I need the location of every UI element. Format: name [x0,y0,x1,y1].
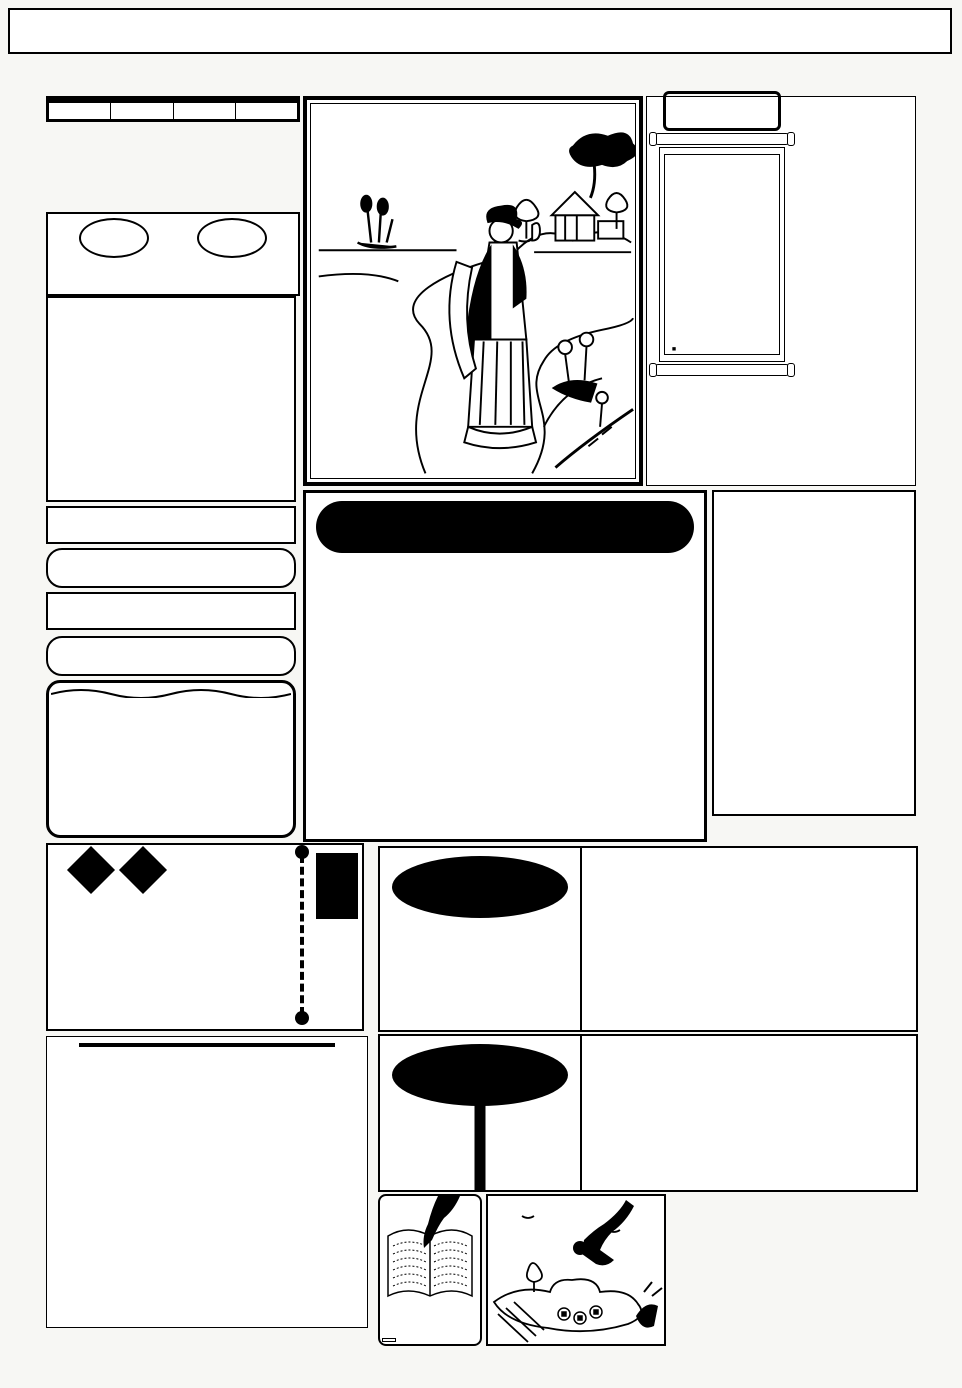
scroll-title [663,91,781,131]
brand-strip-top [0,56,962,92]
mystery-panel [646,96,916,486]
dashed-divider [300,855,304,1015]
rock-figure-drawing [488,1196,664,1344]
col-header-offer [235,103,297,120]
congrats-panel [46,843,364,1031]
hand-book-drawing [380,1196,480,1314]
parity-oval-title [392,1044,568,1106]
illustration-frame [310,103,636,479]
brand-strip-right [918,92,962,1388]
mystery-big-chars [791,91,909,378]
zodiac-puzzle-grid [79,1043,335,1047]
parity-section [378,1034,918,1192]
book-illustration [378,1194,482,1346]
code-scroll [653,91,791,378]
lady-landscape-drawing [311,104,635,478]
lucky-zodiac-row [46,548,296,588]
special-code-text [48,298,294,452]
scroll-roller [653,133,791,145]
lucky-range-row [46,636,296,676]
tips-tag [316,853,358,919]
computer-analysis-text [306,569,704,573]
picture-riddle-section [378,1194,918,1346]
scene-illustration [486,1194,666,1346]
table-header-row [49,103,298,120]
contribution-panel [46,680,296,838]
hot-weak-table [46,96,300,122]
total-section [378,846,918,1032]
lucky-special-row [46,506,296,544]
wavy-divider [51,686,291,698]
diamond-badge [119,846,167,894]
brand-strip-left [0,92,44,1388]
stats-panel [712,490,916,816]
special-code-panel [46,296,296,502]
scroll-signature [670,345,679,353]
computer-analysis-title [316,501,694,553]
parity-divider-bar [475,1094,486,1190]
scroll-roller [653,364,791,376]
congrats-title [60,853,294,887]
computer-analysis-panel [303,490,707,842]
cold-hot-panel [46,212,300,296]
picture-riddle-text [670,1194,918,1346]
diamond-badge [67,846,115,894]
col-header-gate [49,103,111,120]
parity-left-cell [380,1036,582,1190]
cold-hot-number [197,218,267,258]
total-oval-title [392,856,568,918]
col-header-hot [111,103,173,120]
masthead [8,8,952,54]
lucky-wave-row [46,592,296,630]
main-illustration [303,96,643,486]
col-header-weak [173,103,235,120]
cold-hot-number [79,218,149,258]
zodiac-puzzle-panel [46,1036,368,1328]
picture-riddle-label [382,1338,396,1342]
total-left-cell [380,848,582,1030]
